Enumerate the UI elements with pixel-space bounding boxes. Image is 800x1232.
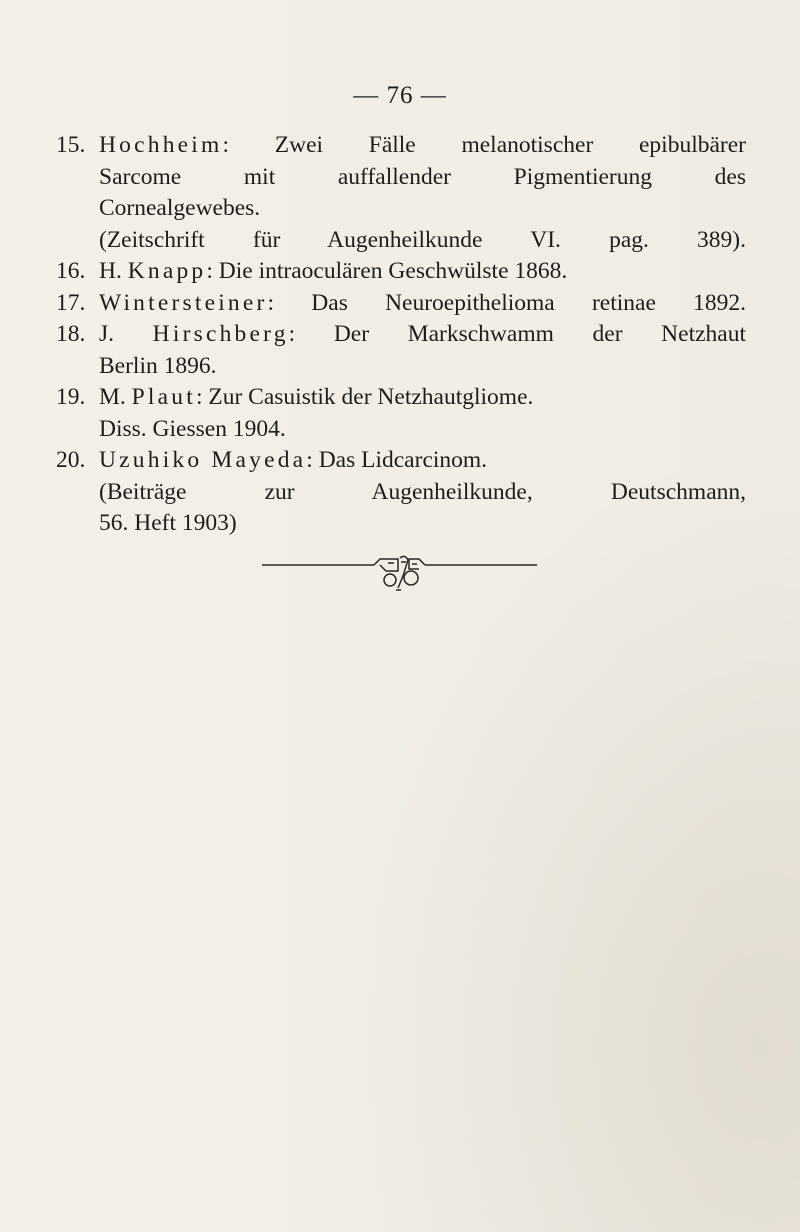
page-number: — 76 — — [353, 82, 447, 109]
entry-line — [99, 288, 746, 320]
entry-line — [99, 445, 746, 477]
entry-number: 19. — [56, 384, 86, 410]
bibliography-entry-18 — [56, 319, 746, 382]
entry-author: Uzuhiko Mayeda — [99, 447, 307, 473]
entry-line — [99, 319, 746, 351]
entry-initial: H. — [99, 258, 128, 284]
entry-number: 17. — [56, 289, 86, 316]
entry-line: (Zeitschrift für Augenheilkunde VI. pag. 389). — [99, 226, 746, 253]
entry-text: : Zur Casuistik der Netzhautgliome. — [195, 384, 534, 410]
entry-line — [99, 382, 746, 414]
entry-text: : Zwei Fälle melanotischer epibulbärer — [222, 132, 746, 158]
bibliography-list — [56, 130, 746, 540]
entry-initial: M. — [99, 384, 132, 410]
entry-text: : Der Markschwamm der Netzhaut — [288, 321, 746, 347]
entry-line — [99, 256, 746, 288]
entry-line — [99, 130, 746, 162]
bibliography-entry-16 — [56, 256, 746, 288]
bibliography-entry-20 — [56, 445, 746, 540]
entry-line: Berlin 1896. — [99, 352, 217, 379]
bibliography-entry-17 — [56, 288, 746, 320]
entry-text: : Das Lidcarcinom. — [306, 447, 488, 473]
entry-line: Cornealgewebes. — [99, 195, 261, 221]
entry-number: 16. — [56, 258, 86, 284]
entry-author: Hirschberg — [152, 321, 289, 347]
entry-initial: J. — [99, 321, 153, 347]
entry-line: (Beiträge zur Augenheilkunde, Deutschmann, — [99, 478, 746, 505]
entry-text: : Das Neuroepithelioma retinae 1892. — [267, 289, 746, 316]
entry-number: 15. — [56, 132, 86, 158]
entry-number: 18. — [56, 321, 86, 347]
entry-line: Diss. Giessen 1904. — [99, 415, 286, 442]
entry-author: Hochheim — [99, 132, 223, 158]
ornament-divider-icon — [262, 552, 537, 596]
entry-author: Knapp — [127, 258, 207, 284]
entry-line: 56. Heft 1903) — [99, 510, 237, 536]
entry-number: 20. — [56, 447, 86, 473]
bibliography-entry-19 — [56, 382, 746, 445]
entry-text: : Die intraoculären Geschwülste 1868. — [206, 258, 568, 284]
entry-author: Plaut — [131, 384, 196, 410]
bibliography-entry-15 — [56, 130, 746, 256]
entry-line: Sarcome mit auffallender Pigmentierung des — [99, 163, 746, 190]
entry-author: Wintersteiner — [99, 289, 268, 316]
